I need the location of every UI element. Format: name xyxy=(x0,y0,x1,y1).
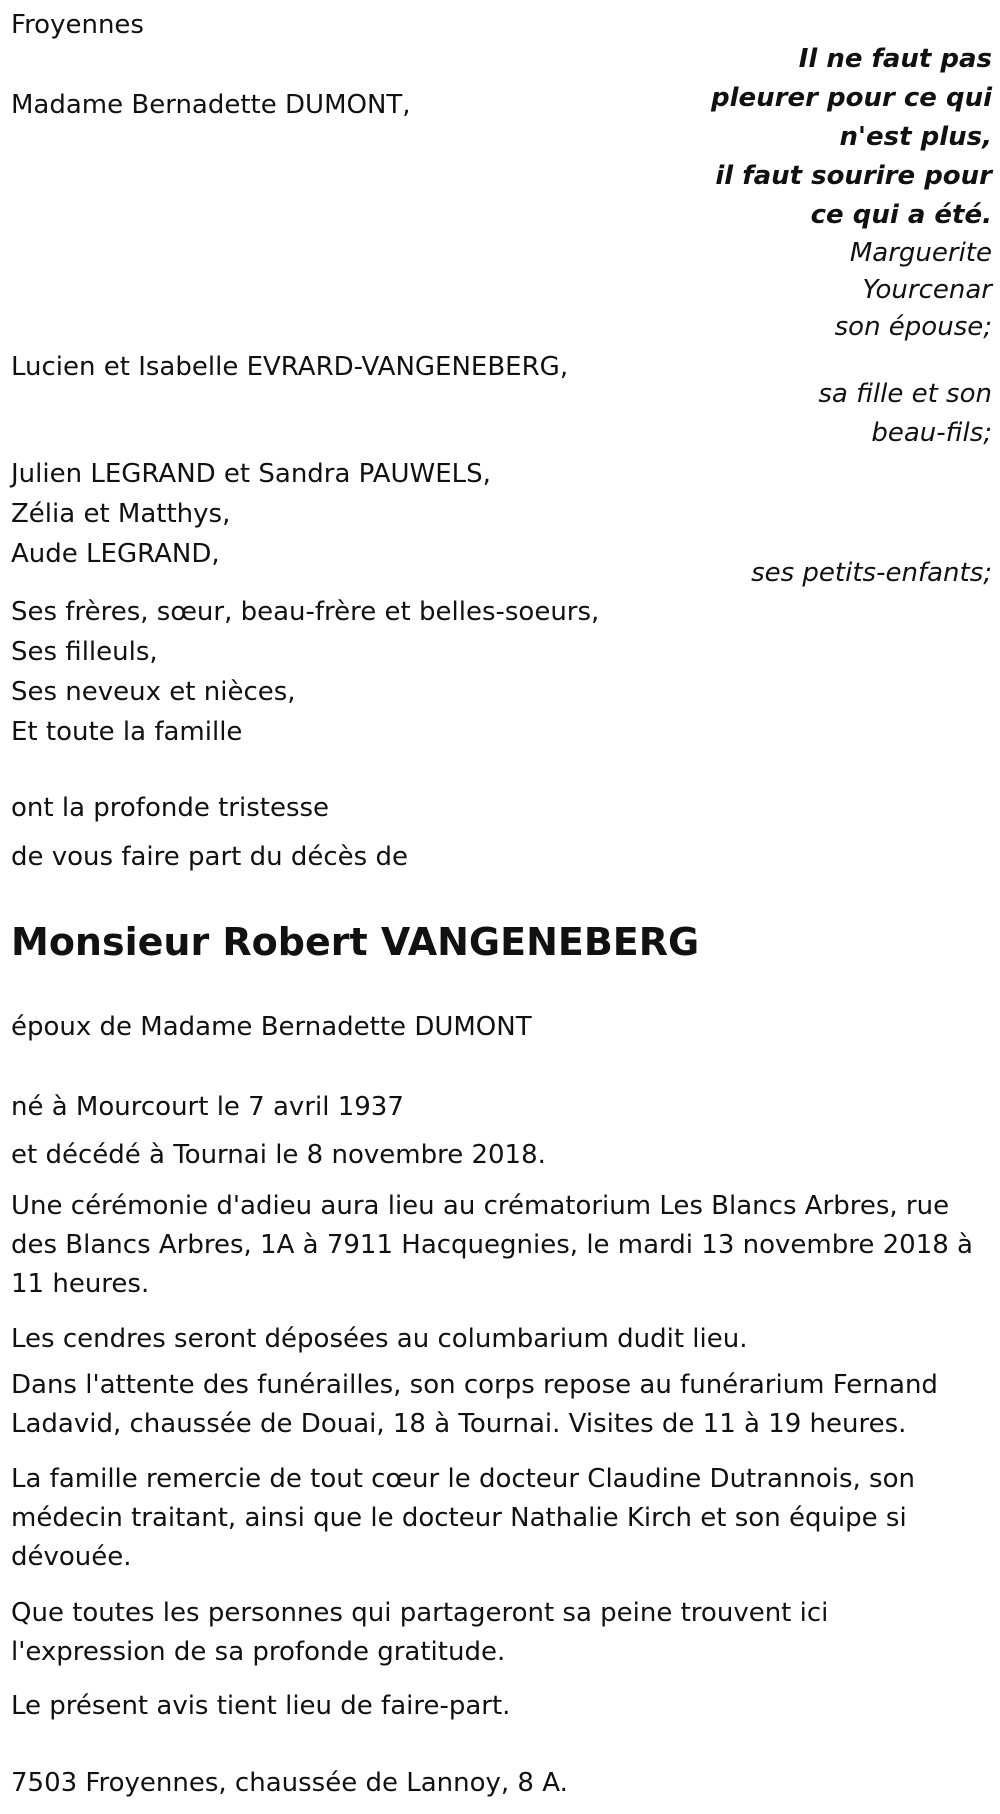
quote-author-line: Yourcenar xyxy=(862,275,992,305)
daughter-name: Lucien et Isabelle EVRARD-VANGENEBERG, xyxy=(11,352,569,382)
address: 7503 Froyennes, chaussée de Lannoy, 8 A. xyxy=(11,1768,568,1798)
spouse-of: époux de Madame Bernadette DUMONT xyxy=(11,1012,532,1042)
daughter-role-line: sa fille et son xyxy=(818,379,992,409)
daughter-role-line: beau-fils; xyxy=(871,418,992,448)
grandchild-entry: Zélia et Matthys, xyxy=(11,499,231,529)
deceased-name: Monsieur Robert VANGENEBERG xyxy=(11,920,700,964)
announcement-line-1: ont la profonde tristesse xyxy=(11,793,330,823)
relative-entry: Ses neveux et nièces, xyxy=(11,677,296,707)
other-relatives-list xyxy=(11,592,599,752)
gratitude-paragraph: Que toutes les personnes qui partageront sa peine trouvent ici l'expression de sa profonde gratitude. xyxy=(11,1598,829,1667)
quote-line: ce qui a été. xyxy=(810,200,992,230)
grandchildren-list xyxy=(11,454,491,574)
quote-line: n'est plus, xyxy=(839,122,992,152)
quote-line: pleurer pour ce qui xyxy=(711,83,992,113)
place-header: Froyennes xyxy=(11,10,144,40)
spouse-role: son épouse; xyxy=(834,312,992,342)
grandchild-entry: Aude LEGRAND, xyxy=(11,539,220,569)
quote-author-line: Marguerite xyxy=(849,238,992,268)
birth-info: né à Mourcourt le 7 avril 1937 xyxy=(11,1092,404,1122)
grandchildren-role: ses petits-enfants; xyxy=(751,558,992,588)
quote-line: il faut sourire pour xyxy=(715,161,992,191)
relative-entry: Ses filleuls, xyxy=(11,637,158,667)
death-info: et décédé à Tournai le 8 novembre 2018. xyxy=(11,1140,546,1170)
spouse-name: Madame Bernadette DUMONT, xyxy=(11,90,411,120)
relative-entry: Et toute la famille xyxy=(11,717,243,747)
announcement-line-2: de vous faire part du décès de xyxy=(11,842,408,872)
ceremony-paragraph: Une cérémonie d'adieu aura lieu au crématorium Les Blancs Arbres, rue des Blancs Arbres, 1A à 7911 Hacquegnies, le mardi 13 novembre 2018 à 11 heures. xyxy=(11,1191,973,1299)
epigraph-quote xyxy=(692,40,992,235)
ashes-paragraph: Les cendres seront déposées au columbarium dudit lieu. xyxy=(11,1324,748,1354)
funeral-home-paragraph: Dans l'attente des funérailles, son corps repose au funérarium Fernand Ladavid, chaussée de Douai, 18 à Tournai. Visites de 11 à 19 heures. xyxy=(11,1370,938,1439)
notice-paragraph: Le présent avis tient lieu de faire-part. xyxy=(11,1691,511,1721)
grandchild-entry: Julien LEGRAND et Sandra PAUWELS, xyxy=(11,459,491,489)
daughter-role xyxy=(818,375,992,453)
quote-attribution xyxy=(692,235,992,346)
thanks-paragraph: La famille remercie de tout cœur le docteur Claudine Dutrannois, son médecin traitant, ainsi que le docteur Nathalie Kirch et son équipe si dévouée. xyxy=(11,1464,915,1572)
relative-entry: Ses frères, sœur, beau-frère et belles-soeurs, xyxy=(11,597,600,627)
quote-line: Il ne faut pas xyxy=(798,44,992,74)
